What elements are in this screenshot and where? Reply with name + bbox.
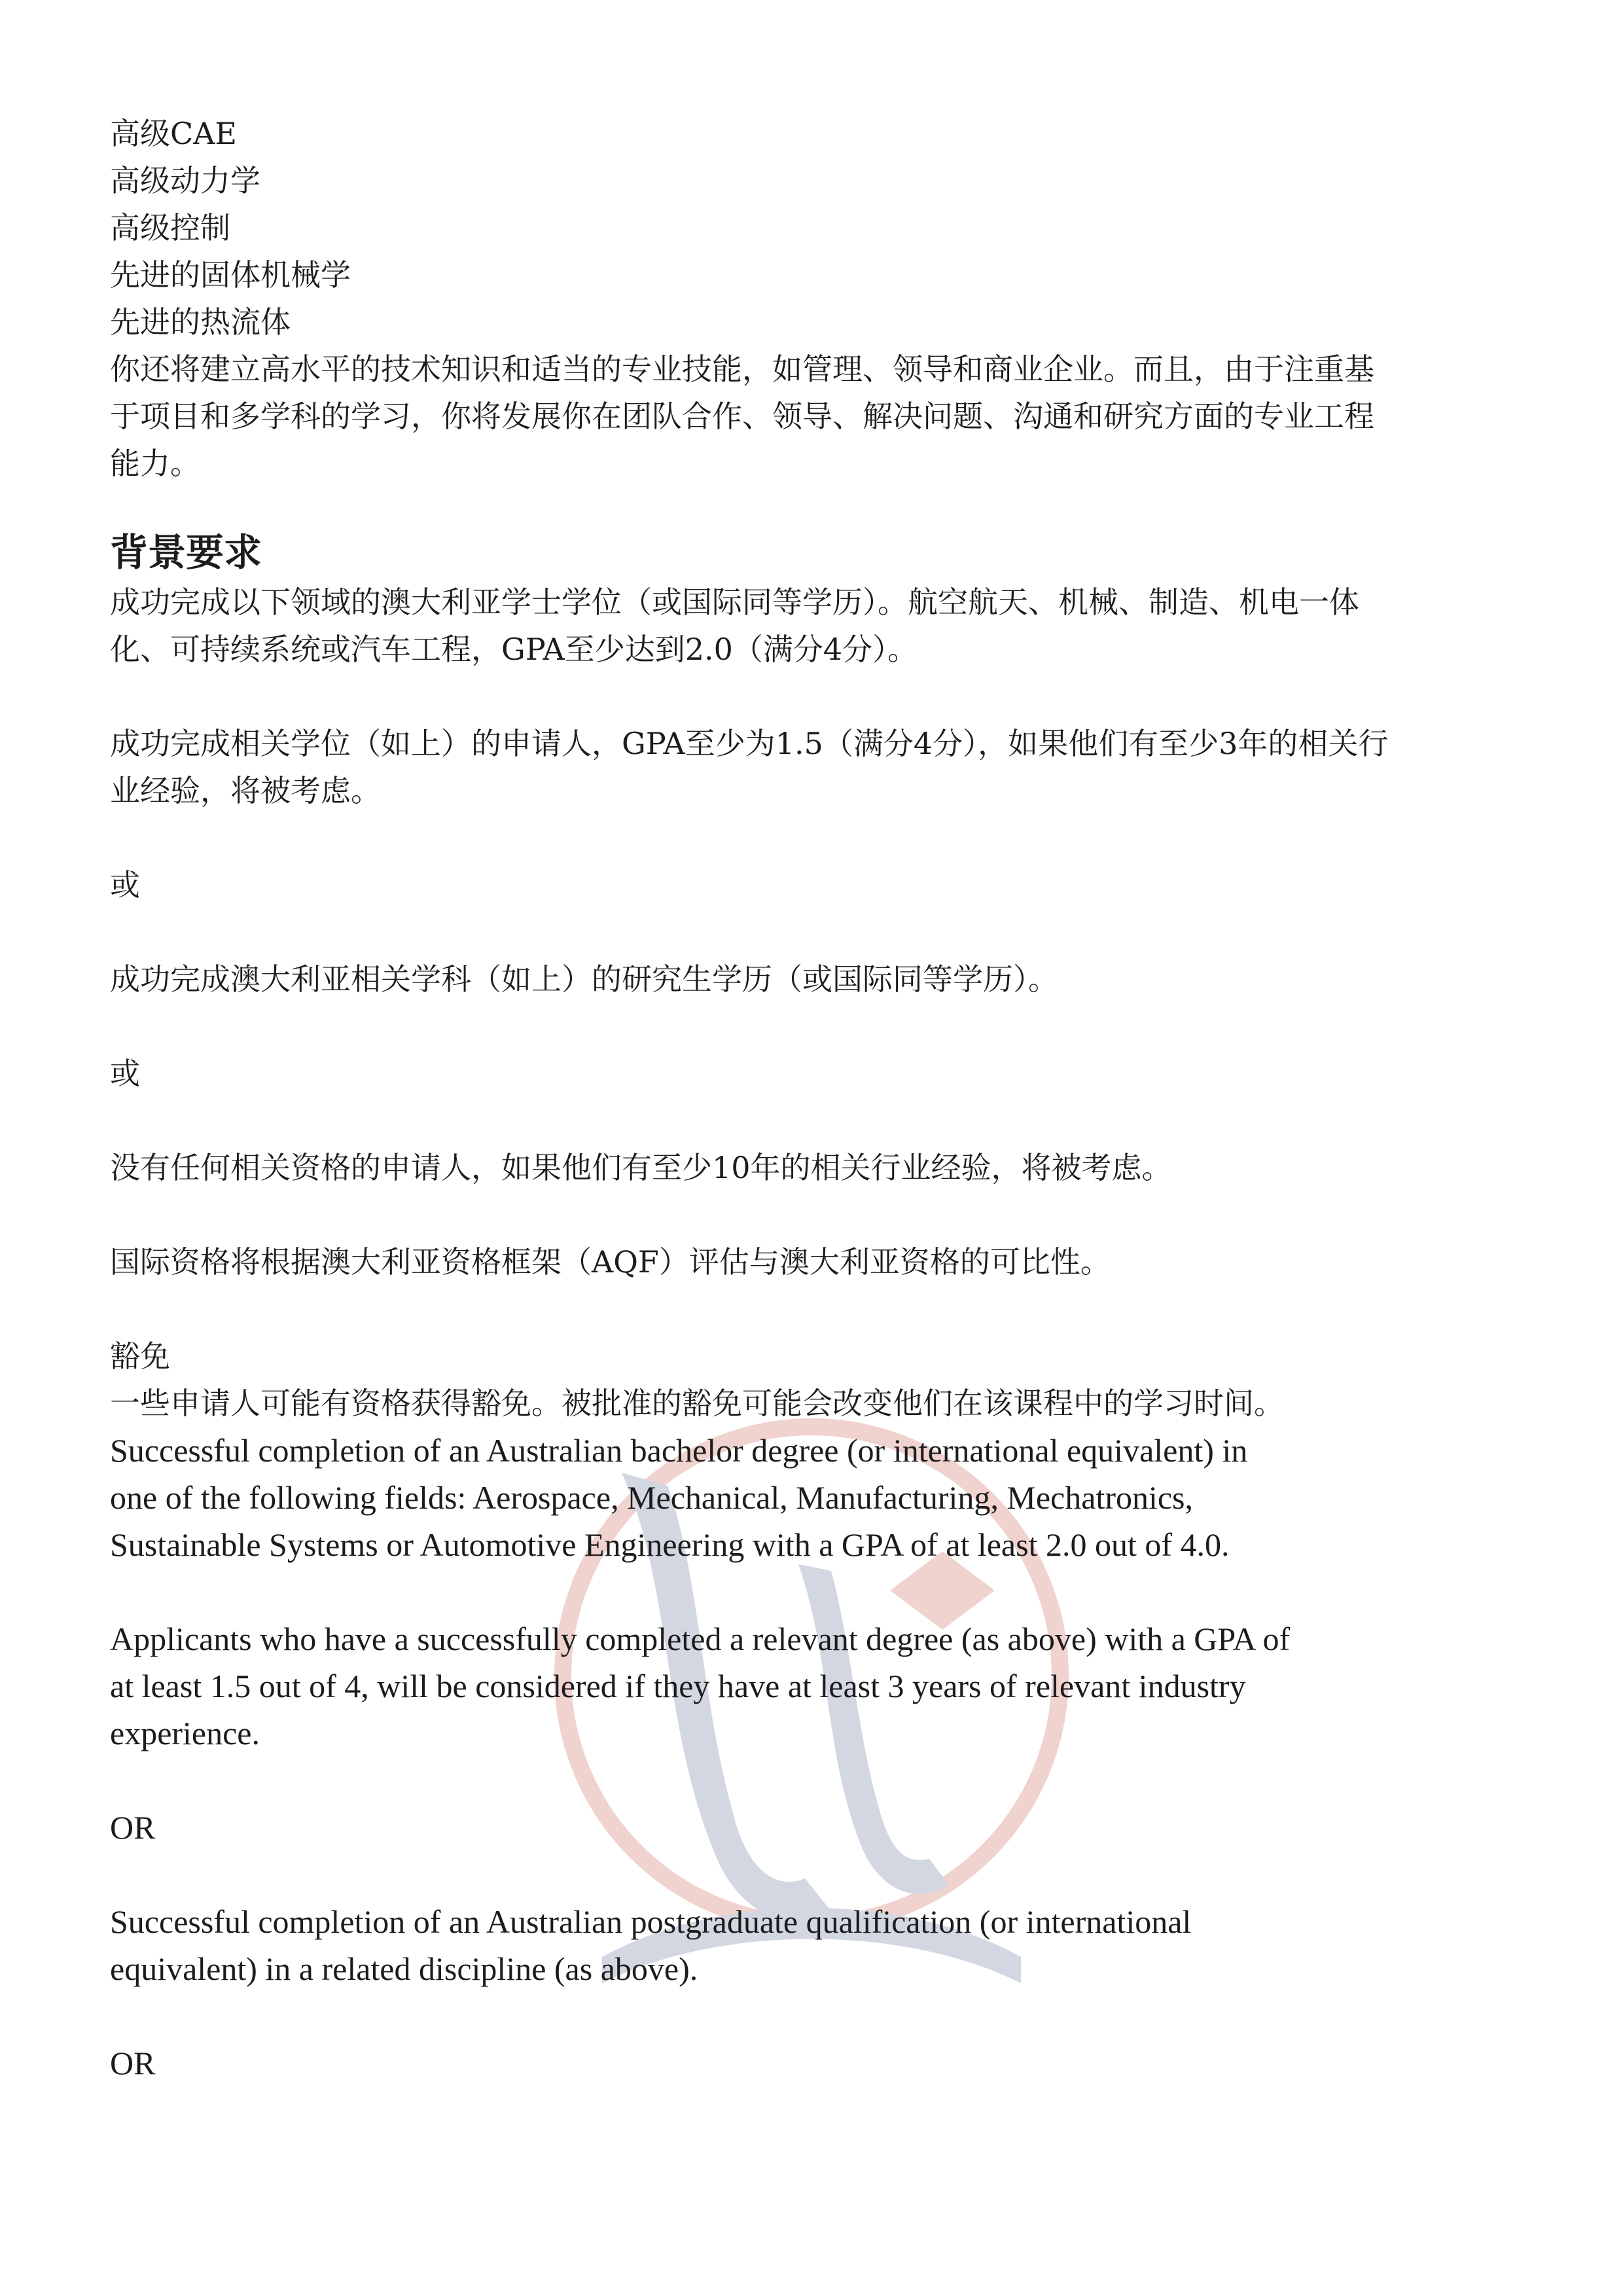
english-requirement-3 (110, 1898, 1517, 1992)
course-list (110, 110, 1517, 346)
background-requirement-2 (110, 720, 1517, 814)
english-line: Successful completion of an Australian bachelor degree (or international equivalent) in (110, 1432, 1248, 1469)
english-requirement-1 (110, 1427, 1517, 1568)
background-requirement-4: 没有任何相关资格的申请人，如果他们有至少10年的相关行业经验，将被考虑。 (110, 1150, 1172, 1185)
intro-line: 于项目和多学科的学习，你将发展你在团队合作、领导、解决问题、沟通和研究方面的专业工程 (110, 399, 1374, 434)
course-item: 高级控制 (110, 210, 230, 245)
document-page (110, 110, 1517, 2087)
or-separator: 或 (110, 867, 140, 903)
requirement-line: 业经验，将被考虑。 (110, 773, 381, 808)
english-line: equivalent) in a related discipline (as above). (110, 1950, 698, 1987)
section-heading-background: 背景要求 (110, 530, 262, 575)
requirement-line: 化、可持续系统或汽车工程，GPA至少达到2.0（满分4分）。 (110, 632, 918, 667)
intro-paragraph (110, 346, 1517, 487)
or-separator: 或 (110, 1056, 140, 1091)
english-line: at least 1.5 out of 4, will be considered if they have at least 3 years of relevant industry (110, 1668, 1246, 1704)
english-line: experience. (110, 1715, 260, 1751)
background-requirement-3: 成功完成澳大利亚相关学科（如上）的研究生学历（或国际同等学历）。 (110, 961, 1058, 997)
english-line: Sustainable Systems or Automotive Engineering with a GPA of at least 2.0 out of 4.0. (110, 1526, 1230, 1563)
or-separator: OR (110, 2045, 156, 2081)
course-item: 先进的固体机械学 (110, 257, 351, 293)
intro-line: 能力。 (110, 446, 200, 481)
course-item: 高级动力学 (110, 163, 260, 198)
course-item: 先进的热流体 (110, 304, 291, 340)
english-requirement-2 (110, 1615, 1517, 1757)
exemption-text: 一些申请人可能有资格获得豁免。被批准的豁免可能会改变他们在该课程中的学习时间。 (110, 1386, 1284, 1421)
intro-line: 你还将建立高水平的技术知识和适当的专业技能，如管理、领导和商业企业。而且，由于注重基 (110, 351, 1374, 387)
course-item: 高级CAE (110, 116, 237, 151)
english-line: Applicants who have a successfully completed a relevant degree (as above) with a GPA of (110, 1621, 1291, 1657)
aqf-note: 国际资格将根据澳大利亚资格框架（AQF）评估与澳大利亚资格的可比性。 (110, 1244, 1111, 1280)
requirement-line: 成功完成相关学位（如上）的申请人，GPA至少为1.5（满分4分），如果他们有至少3年的相关行 (110, 726, 1389, 761)
english-line: Successful completion of an Australian postgraduate qualification (or international (110, 1903, 1192, 1940)
english-line: one of the following fields: Aerospace, Mechanical, Manufacturing, Mechatronics, (110, 1479, 1194, 1516)
exemption-title: 豁免 (110, 1338, 170, 1374)
or-separator: OR (110, 1809, 156, 1846)
background-requirement-1 (110, 579, 1517, 673)
requirement-line: 成功完成以下领域的澳大利亚学士学位（或国际同等学历）。航空航天、机械、制造、机电一体 (110, 584, 1359, 620)
